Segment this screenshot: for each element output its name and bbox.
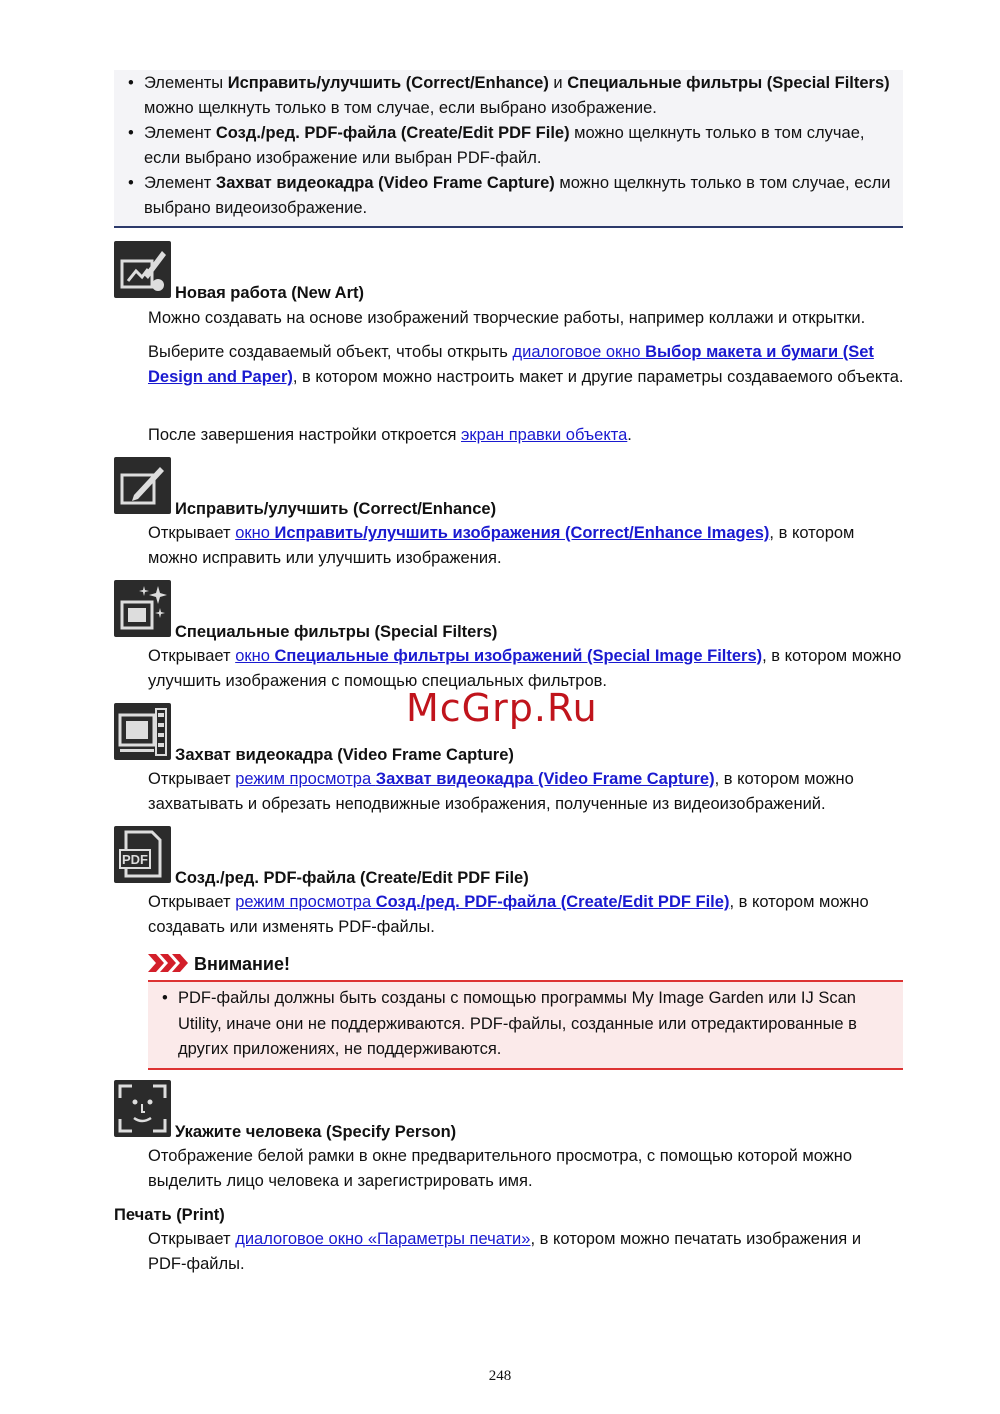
special-filters-icon [114,580,171,637]
create-edit-pdf-paragraph: Открывает режим просмотра Созд./ред. PDF-файла (Create/Edit PDF File), в котором можно создавать или изменять PDF-файлы. [148,893,869,936]
specify-person-heading: Укажите человека (Specify Person) [175,1123,457,1141]
warning-heading: Внимание! [148,953,290,977]
video-frame-capture-icon [114,703,171,760]
face-frame-icon [114,1080,171,1137]
warning-text: • PDF-файлы должны быть созданы с помощью программы My Image Garden или IJ Scan Utility, иначе они не поддерживаются. PDF-файлы, созданные или отредактированные в других приложениях, не поддерживаются. [148,982,903,1063]
watermark: McGrp.Ru [406,686,598,730]
pdf-file-icon [114,826,171,883]
note-box [114,70,903,228]
correct-enhance-heading: Исправить/улучшить (Correct/Enhance) [175,500,497,518]
video-frame-capture-heading: Захват видеокадра (Video Frame Capture) [175,746,514,764]
create-edit-pdf-heading: Созд./ред. PDF-файла (Create/Edit PDF File) [175,869,529,887]
print-paragraph: Открывает диалоговое окно «Параметры печати», в котором можно печатать изображения и PDF-файлы. [148,1230,862,1273]
section-new-art [114,241,904,444]
new-art-paragraph: После завершения настройки откроется экран правки объекта. [148,426,632,444]
svg-text:PDF: PDF [122,852,148,867]
note-item: • Элемент Созд./ред. PDF-файла (Create/Edit PDF File) можно щелкнуть только в том случае, если выбрано изображение или выбран PDF-файл. [114,121,903,171]
special-filters-heading: Специальные фильтры (Special Filters) [175,623,498,641]
specify-person-text: Отображение белой рамки в окне предварительного просмотра, с помощью которой можно выделить лицо человека и зарегистрировать имя. [148,1147,853,1190]
special-filters-paragraph: Открывает окно Специальные фильтры изображений (Special Image Filters), в котором можно улучшить изображения с помощью специальных фильтров. [148,647,902,690]
section-special-filters [114,580,904,695]
print-settings-link[interactable]: диалоговое окно «Параметры печати» [235,1230,531,1248]
set-design-link[interactable]: диалоговое окно Выбор макета и бумаги (Set Design and Paper) [148,343,874,386]
section-correct-enhance [114,457,904,572]
create-edit-pdf-view-link[interactable]: режим просмотра Созд./ред. PDF-файла (Create/Edit PDF File) [235,893,730,911]
section-print [114,1204,904,1284]
correct-enhance-window-link[interactable]: окно Исправить/улучшить изображения (Correct/Enhance Images) [235,524,770,542]
warning-chevron-icon [148,954,188,977]
section-create-edit-pdf [114,826,904,946]
section-specify-person [114,1080,904,1195]
new-art-icon [114,241,171,298]
correct-enhance-icon [114,457,171,514]
video-frame-capture-paragraph: Открывает режим просмотра Захват видеокадра (Video Frame Capture), в котором можно захватывать и обрезать неподвижные изображения, полученные из видеоизображений. [148,770,854,813]
page-number: 248 [488,1368,512,1384]
special-filters-window-link[interactable]: окно Специальные фильтры изображений (Special Image Filters) [235,647,763,665]
warning-box [148,980,903,1070]
video-frame-capture-view-link[interactable]: режим просмотра Захват видеокадра (Video Frame Capture) [235,770,715,788]
new-art-paragraph: Выберите создаваемый объект, чтобы открыть диалоговое окно Выбор макета и бумаги (Set Design and Paper), в котором можно настроить макет и другие параметры создаваемого объекта. [148,343,904,386]
new-art-heading: Новая работа (New Art) [175,284,364,302]
item-edit-screen-link[interactable]: экран правки объекта [461,426,628,444]
note-item: • Элемент Захват видеокадра (Video Frame Capture) можно щелкнуть только в том случае, если выбрано видеоизображение. [114,171,903,221]
correct-enhance-paragraph: Открывает окно Исправить/улучшить изображения (Correct/Enhance Images), в котором можно исправить или улучшить изображения. [148,524,855,567]
note-item: • Элементы Исправить/улучшить (Correct/Enhance) и Специальные фильтры (Special Filters) можно щелкнуть только в том случае, если выбрано изображение. [114,71,903,121]
print-heading: Печать (Print) [114,1206,225,1224]
new-art-description: Можно создавать на основе изображений творческие работы, например коллажи и открытки. [148,309,866,327]
